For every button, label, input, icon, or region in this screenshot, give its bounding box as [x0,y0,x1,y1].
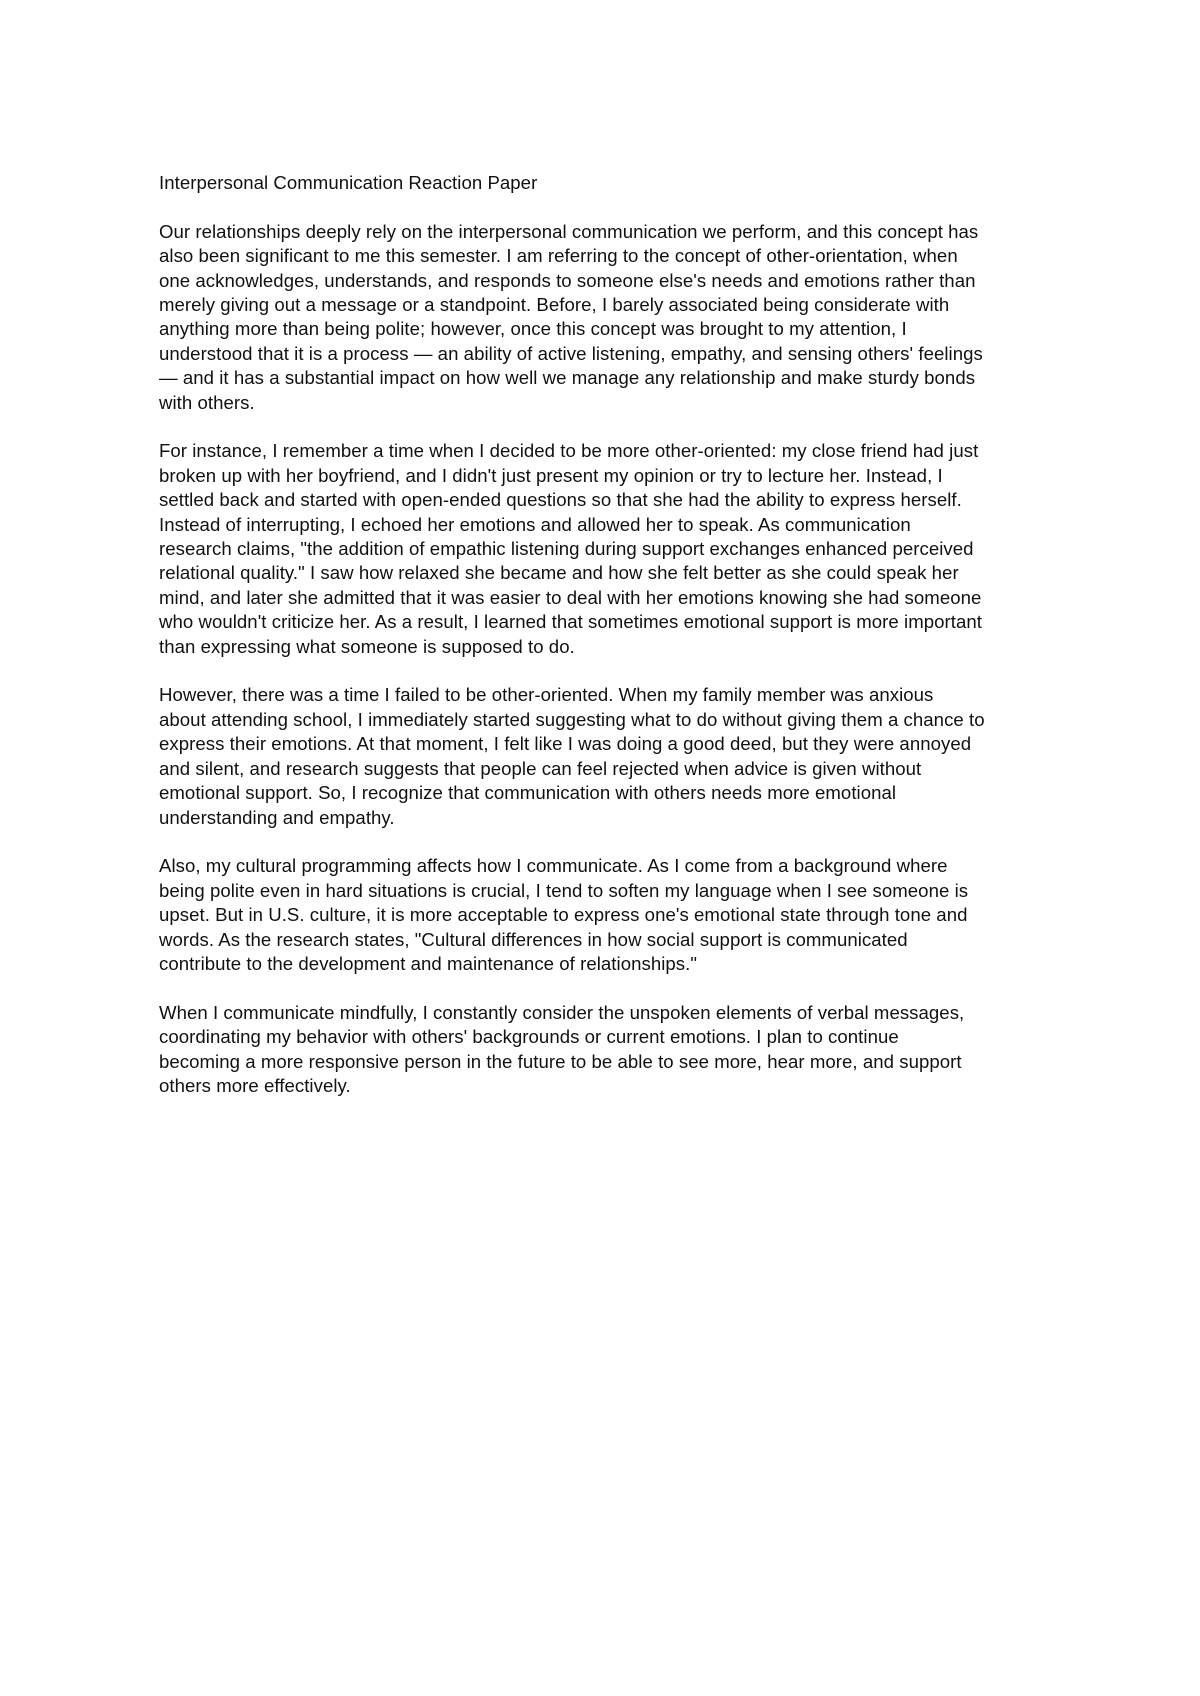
paragraph-1 [159,220,1059,415]
text-line: also been significant to me this semester. I am referring to the concept of other-orientation, when [159,245,958,267]
text-line: Our relationships deeply rely on the interpersonal communication we perform, and this concept has [159,220,979,242]
text-line: being polite even in hard situations is crucial, I tend to soften my language when I see someone is [159,879,969,901]
text-line: than expressing what someone is supposed to do. [159,635,575,657]
text-line: about attending school, I immediately started suggesting what to do without giving them a chance to [159,708,985,730]
paragraph-3 [159,683,1059,829]
document-title: Interpersonal Communication Reaction Paper [159,172,538,193]
text-line: understanding and empathy. [159,806,395,828]
text-line: However, there was a time I failed to be other-oriented. When my family member was anxious [159,684,934,706]
paragraph-5 [159,1001,1059,1099]
text-line: Also, my cultural programming affects how I communicate. As I come from a background where [159,855,948,877]
text-line: anything more than being polite; however, once this concept was brought to my attention, I [159,318,907,340]
text-line: — and it has a substantial impact on how well we manage any relationship and make sturdy bonds [159,367,976,389]
text-line: broken up with her boyfriend, and I didn't just present my opinion or try to lecture her. Instead, I [159,464,943,486]
text-line: research claims, "the addition of empathic listening during support exchanges enhanced perceived [159,538,974,560]
document-body [159,171,1059,1123]
text-line: contribute to the development and maintenance of relationships." [159,952,697,974]
text-line: and silent, and research suggests that people can feel rejected when advice is given without [159,757,922,779]
text-line: relational quality." I saw how relaxed she became and how she felt better as she could speak her [159,562,959,584]
text-line: one acknowledges, understands, and responds to someone else's needs and emotions rather than [159,269,976,291]
text-line: coordinating my behavior with others' backgrounds or current emotions. I plan to continue [159,1026,899,1048]
text-line: When I communicate mindfully, I constantly consider the unspoken elements of verbal messages, [159,1001,965,1023]
text-line: understood that it is a process — an ability of active listening, empathy, and sensing others' feelings [159,342,983,364]
text-line: settled back and started with open-ended questions so that she had the ability to express herself. [159,489,962,511]
text-line: with others. [159,391,255,413]
text-line: Instead of interrupting, I echoed her emotions and allowed her to speak. As communication [159,513,911,535]
text-line: who wouldn't criticize her. As a result, I learned that sometimes emotional support is more important [159,611,982,633]
text-line: others more effectively. [159,1074,351,1096]
text-line: upset. But in U.S. culture, it is more acceptable to express one's emotional state through tone and [159,904,968,926]
text-line: words. As the research states, "Cultural differences in how social support is communicated [159,928,908,950]
text-line: express their emotions. At that moment, I felt like I was doing a good deed, but they were annoyed [159,733,972,755]
text-line: emotional support. So, I recognize that communication with others needs more emotional [159,782,897,804]
paragraph-2 [159,439,1059,659]
text-line: For instance, I remember a time when I decided to be more other-oriented: my close friend had just [159,440,979,462]
text-line: mind, and later she admitted that it was easier to deal with her emotions knowing she had someone [159,586,982,608]
paragraph-4 [159,854,1059,976]
text-line: merely giving out a message or a standpoint. Before, I barely associated being considerate with [159,294,950,316]
text-line: becoming a more responsive person in the future to be able to see more, hear more, and support [159,1050,962,1072]
